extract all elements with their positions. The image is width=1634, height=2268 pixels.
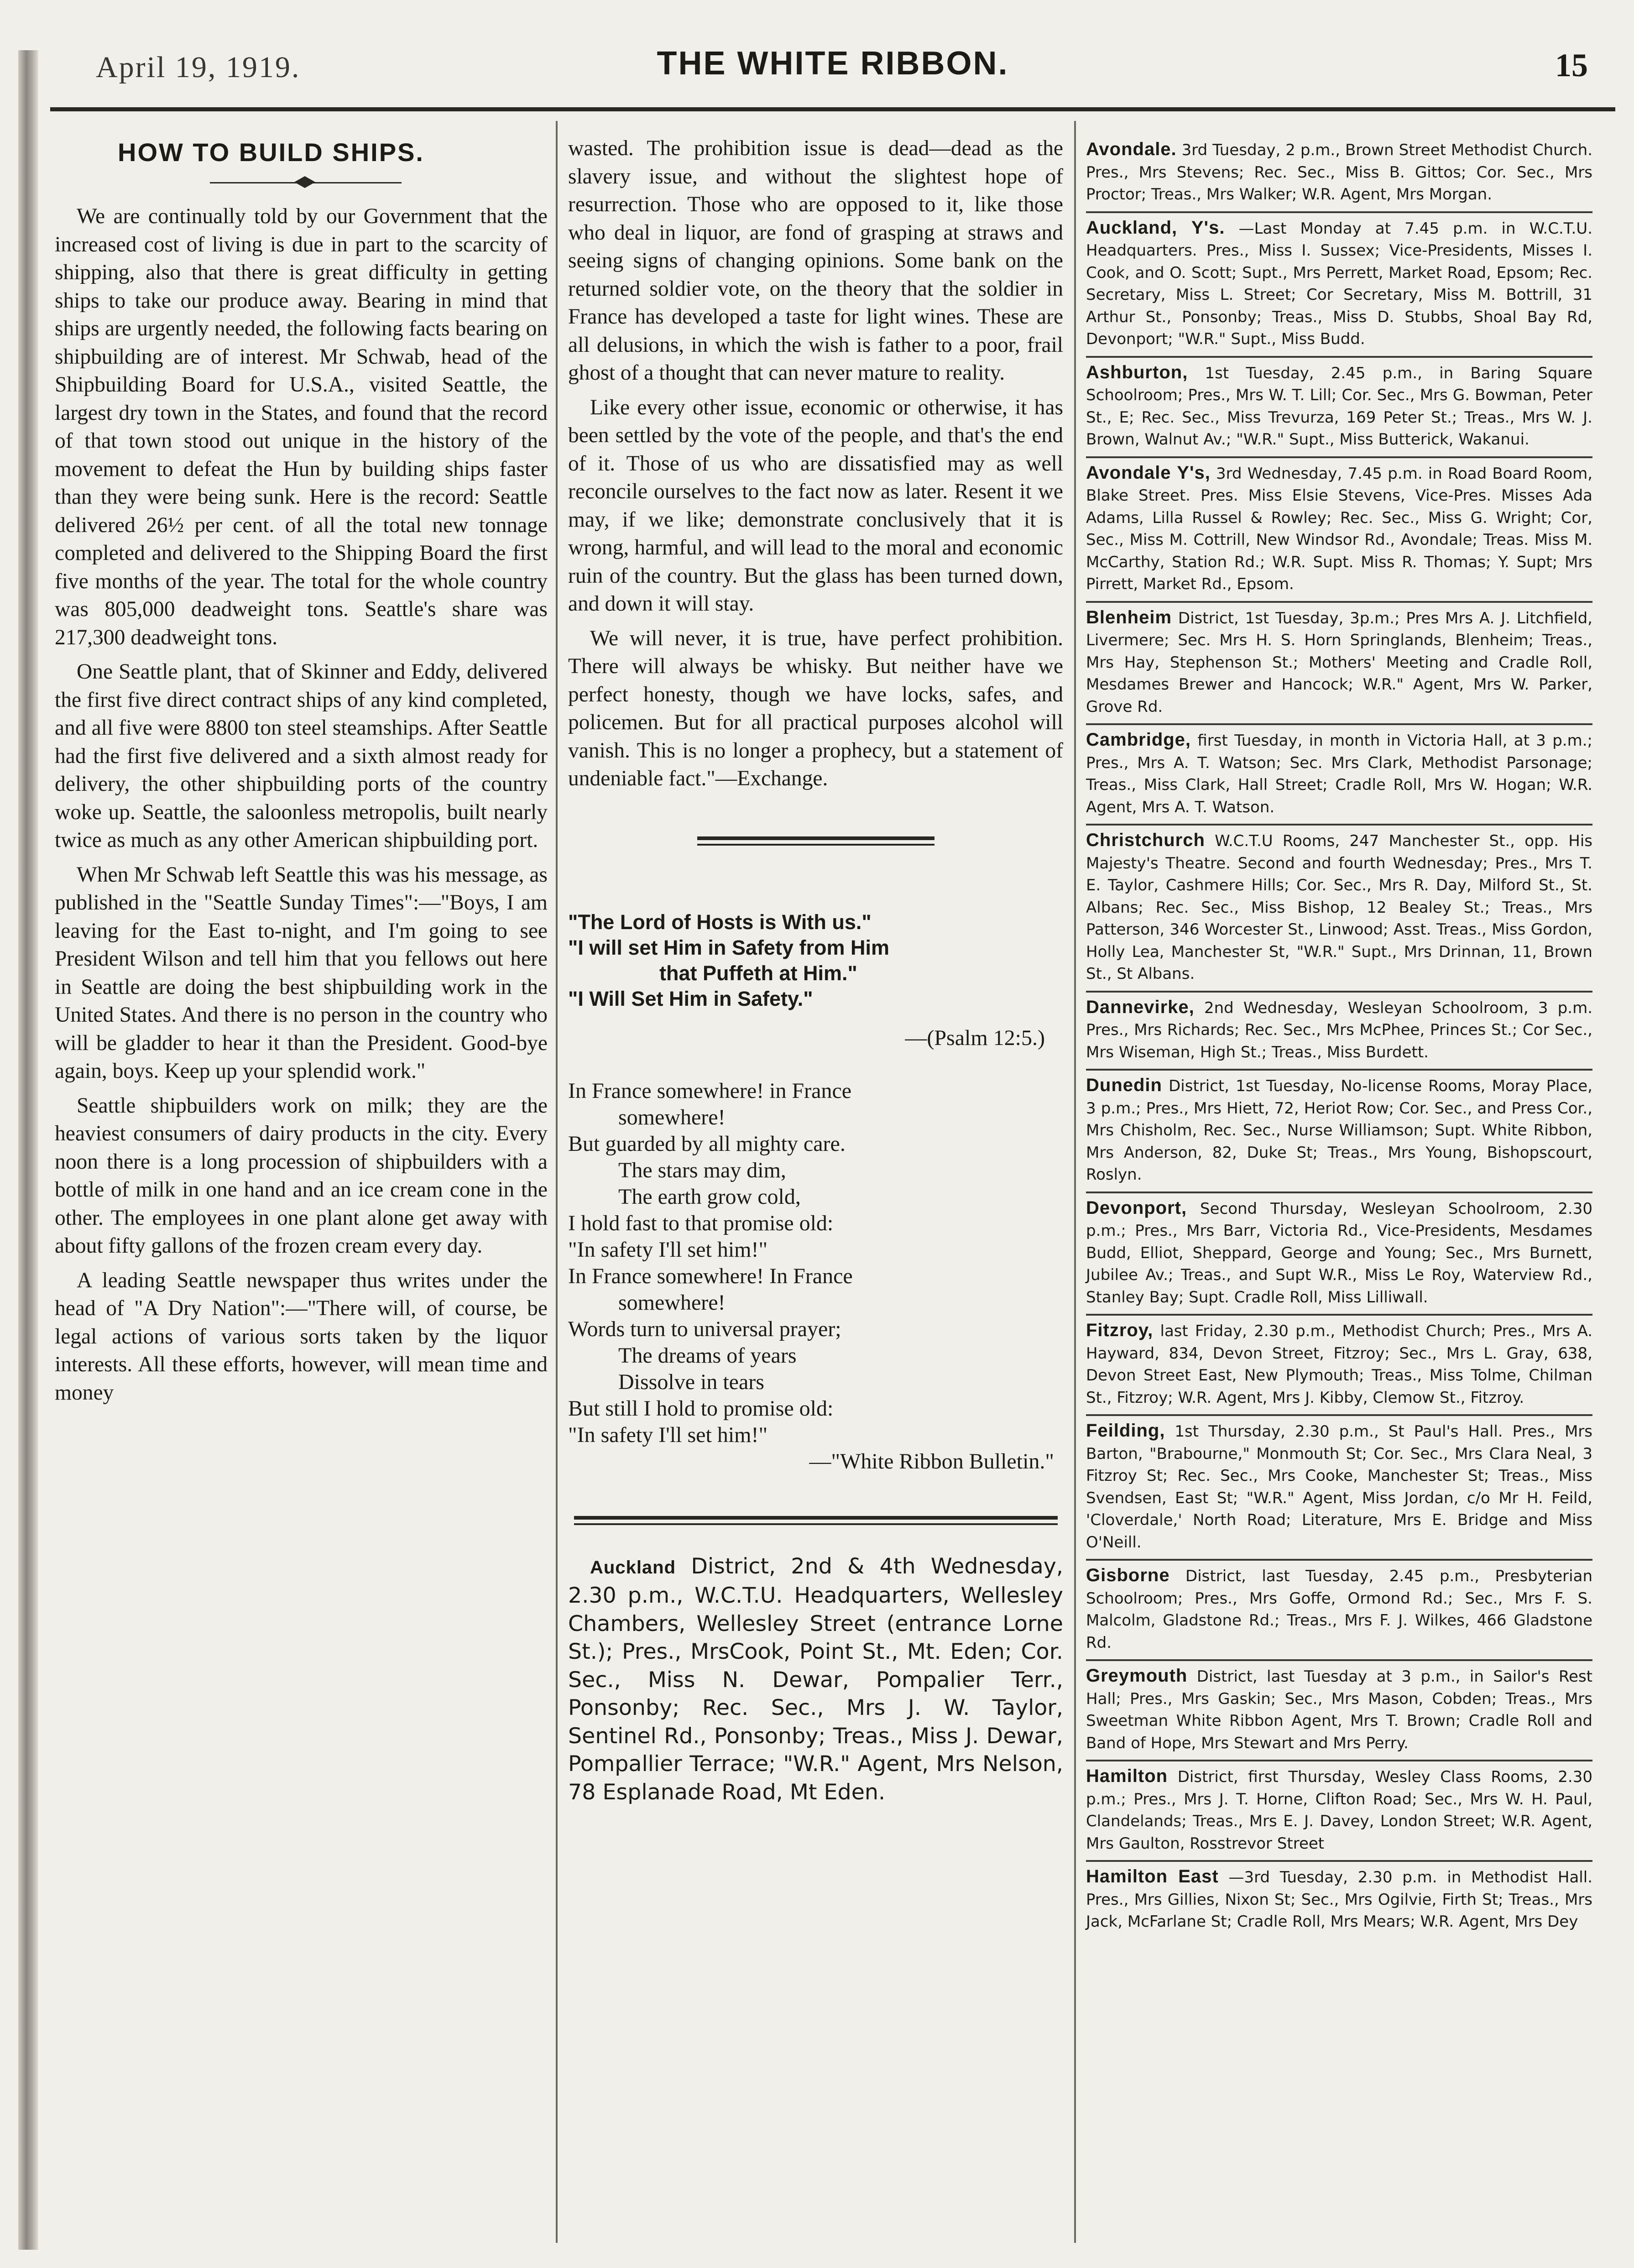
article-heading: HOW TO BUILD SHIPS. — [118, 138, 424, 167]
directory-entry — [1086, 603, 1592, 726]
directory-entry — [1086, 458, 1592, 603]
branch-name: Auckland — [590, 1557, 676, 1578]
article-paragraph: We will never, it is true, have perfect prohibition. There will always be whisky. But neither have we perfect honesty, though we have locks, safes, and policemen. But for all practical purposes alcohol will vanish. This is no longer a prophecy, but a statement of undeniable fact."—Exchange. — [568, 626, 1063, 790]
branch-name: Cambridge, — [1086, 730, 1191, 750]
poem-line: But guarded by all mighty care. — [568, 1131, 846, 1156]
directory-entry — [1086, 826, 1592, 993]
column-divider — [556, 121, 558, 2243]
branch-name: Greymouth — [1086, 1666, 1188, 1686]
directory-entry — [1086, 1193, 1592, 1316]
branch-details: District, last Tuesday, 2.45 p.m., Presbyterian Schoolroom; Pres., Mrs Goffe, Ormond Rd.; Sec., Mrs F. S. Malcolm, Gladstone Rd.; Treas., Mrs F. J. Wilkes, 466 Gladstone Rd. — [1086, 1567, 1592, 1652]
poem-line: In France somewhere! In France — [568, 1264, 853, 1288]
poem-line: But still I hold to promise old: — [568, 1396, 834, 1421]
page-number: 15 — [1555, 47, 1588, 84]
branch-name: Dunedin — [1086, 1075, 1162, 1095]
directory-entry — [1086, 1416, 1592, 1561]
poem-line: Dissolve in tears — [618, 1369, 764, 1394]
directory-entry — [1086, 1761, 1592, 1862]
poem-line: The stars may dim, — [618, 1158, 786, 1182]
directory-entry — [1086, 1316, 1592, 1416]
directory-entry — [1086, 725, 1592, 826]
branch-details: first Tuesday, in month in Victoria Hall, at 3 p.m.; Pres., Mrs A. T. Watson; Sec. Mrs Clark, Methodist Parsonage; Treas., Miss Clark, Hall Street; Cradle Roll, Mrs W. Hogan; W.R. Agent, Mrs A. T. Watson. — [1086, 732, 1592, 816]
branch-details: 3rd Tuesday, 2 p.m., Brown Street Methodist Church. Pres., Mrs Stevens; Rec. Sec., Miss B. Gittos; Cor. Sec., Mrs Proctor; Treas., Mrs Walker; W.R. Agent, Mrs Morgan. — [1086, 141, 1592, 204]
poem — [568, 1078, 1063, 1475]
branch-name: Christchurch — [1086, 830, 1205, 850]
branch-details: —3rd Tuesday, 2.30 p.m. in Methodist Hall. Pres., Mrs Gillies, Nixon St; Sec., Mrs Ogilvie, Firth St; Treas., Mrs Jack, McFarlane St; Cradle Roll, Mrs Mears; W.R. Agent, Mrs Dey — [1086, 1868, 1593, 1931]
directory-entry — [1086, 1862, 1592, 1939]
psalm-citation: —(Psalm 12:5.) — [905, 1025, 1045, 1050]
poem-line: In France somewhere! in France — [568, 1078, 852, 1103]
directory-entry — [1086, 358, 1592, 458]
verse-heading-line: "I Will Set Him in Safety." — [568, 987, 813, 1010]
branch-details: 2nd Wednesday, Wesleyan Schoolroom, 3 p.m. Pres., Mrs Richards; Rec. Sec., Mrs McPhee, Princes St.; Cor Sec., Mrs Wiseman, High St.; Treas., Miss Burdett. — [1086, 998, 1592, 1061]
branch-details: Second Thursday, Wesleyan Schoolroom, 2.30 p.m.; Pres., Mrs Barr, Victoria Rd., Vice-Presidents, Mesdames Budd, Elliot, Sheppard, George and Young; Sec., Mrs Burnett, Jubilee Av.; Treas., and Supt W.R., Miss Le Roy, Waterview Rd., Stanley Bay; Supt. Cradle Roll, Miss Lilliwall. — [1086, 1199, 1592, 1306]
directory-entry — [1086, 1071, 1592, 1193]
branch-details: 1st Thursday, 2.30 p.m., St Paul's Hall. Pres., Mrs Barton, "Brabourne," Monmouth St; Cor. Sec., Mrs Clara Neal, 3 Fitzroy St; Rec. Sec., Mrs Cooke, Manchester St; Treas., Miss Svendsen, East St; "W.R." Agent, Miss Jordan, c/o Mr H. Feild, 'Cloverdale,' North Road; Literature, Mrs E. Bridge and Miss O'Neill. — [1086, 1422, 1592, 1552]
article-paragraph: Like every other issue, economic or otherwise, it has been settled by the vote of the people, and that's the end of it. Those of us who are dissatisfied may as well reconcile ourselves to the fact now as later. Resent it we may, if we like; demonstrate conclusively that it is wrong, harmful, and will lead to the moral and economic ruin of the country. But the glass has been turned down, and down it will stay. — [568, 395, 1063, 616]
verse-heading-line: "I will set Him in Safety from Him — [568, 935, 889, 959]
branch-name: Gisborne — [1086, 1565, 1170, 1585]
header-rule — [50, 107, 1615, 111]
article-paragraph: One Seattle plant, that of Skinner and Eddy, delivered the first five direct contract ships of any kind completed, and all five were 8800 ton steel steamships. After Seattle had the first five delivered and a sixth almost ready for delivery, the other shipbuilding ports of the country woke up. Seattle, the saloonless metropolis, built nearly twice as much as any other American shipbuilding port. — [55, 660, 548, 852]
article-paragraph: Seattle shipbuilders work on milk; they are the heaviest consumers of dairy products in the city. Every noon there is a long procession of shipbuilders with a bottle of milk in one hand and an ice cream cone in the other. The employees in one plant alone get away with about fifty gallons of the frozen cream every day. — [55, 1093, 548, 1258]
binding-spine — [18, 50, 38, 2250]
branch-details: District, 1st Tuesday, No-license Rooms, Moray Place, 3 p.m.; Pres., Mrs Hiett, 72, Heriot Row; Cor. Sec., and Press Cor., Mrs Chisholm, Rec. Sec., Nurse Williamson; Supt. White Ribbon, Mrs Anderson, 82, Duke St; Treas., Mrs Young, Bishopscourt, Roslyn. — [1086, 1077, 1592, 1184]
branch-name: Hamilton East — [1086, 1866, 1219, 1887]
section-divider — [697, 836, 934, 846]
article-paragraph: When Mr Schwab left Seattle this was his message, as published in the "Seattle Sunday Times":—"Boys, I am leaving for the East to-night, and I'm going to see President Wilson and tell him that you fellows out here in Seattle are doing the best shipbuilding work in the United States. And there is no person in the country who will be gladder to hear it than the President. Good-bye again, boys. Keep up your splendid work." — [55, 862, 548, 1083]
column-divider — [1074, 121, 1076, 2243]
masthead-title: THE WHITE RIBBON. — [657, 45, 1009, 82]
article-paragraph: We are continually told by our Government that the increased cost of living is due in part to the scarcity of shipping, also that there is great difficulty in getting ships to take our produce away. Bearing in mind that ships are urgently needed, the following facts bearing on shipbuilding are of interest. Mr Schwab, head of the Shipbuilding Board for U.S.A., visited Seattle, the largest dry town in the States, and found that the record of that town stood out unique in the history of the movement to defeat the Hun by building ships faster than they were being sunk. Here is the record: Seattle delivered 26½ per cent. of all the total new tonnage completed and delivered to the Shipping Board the first five months of the year. The total for the whole country was 805,000 deadweight tons. Seattle's share was 217,300 deadweight tons. — [55, 204, 548, 649]
verse-heading-line: that Puffeth at Him." — [659, 961, 857, 985]
directory-entry — [1086, 1661, 1592, 1761]
branch-details: District, 2nd & 4th Wednesday, 2.30 p.m., W.C.T.U. Headquarters, Wellesley Chambers, Wellesley Street (entrance Lorne St.); Pres., MrsCook, Point St., Mt. Eden; Cor. Sec., Miss N. Dewar, Pompalier Terr., Ponsonby; Rec. Sec., Mrs J. W. Taylor, Sentinel Rd., Ponsonby; Treas., Miss J. Dewar, Pompallier Terrace; "W.R." Agent, Mrs Nelson, 78 Esplanade Road, Mt Eden. — [568, 1553, 1063, 1805]
poem-line: "In safety I'll set him!" — [568, 1422, 768, 1447]
section-divider — [574, 1516, 1058, 1525]
poem-line: The earth grow cold, — [618, 1184, 801, 1209]
branch-name: Auckland, Y's. — [1086, 217, 1225, 238]
poem-line: somewhere! — [618, 1290, 726, 1315]
branch-name: Avondale Y's, — [1086, 462, 1211, 483]
branch-name: Feilding, — [1086, 1421, 1165, 1441]
column-3-directory — [1086, 135, 1592, 1939]
directory-entry — [1086, 213, 1592, 358]
poem-line: somewhere! — [618, 1105, 726, 1129]
branch-details: W.C.T.U Rooms, 247 Manchester St., opp. His Majesty's Theatre. Second and fourth Wednesday; Pres., Mrs T. E. Taylor, Cashmere Hills; Cor. Sec., Mrs R. Day, Milford St., St. Albans; Rec. Sec., Miss Bishop, 12 Bealey St.; Treas., Mrs Patterson, 346 Worcester St., Linwood; Asst. Treas., Miss Gordon, Holly Lea, Manchester St, "W.R." Supt., Mrs Drinnan, 11, Brown St., St Albans. — [1086, 832, 1592, 983]
poem-line: The dreams of years — [618, 1343, 797, 1368]
column-1 — [55, 135, 548, 1413]
branch-details: 1st Tuesday, 2.45 p.m., in Baring Square Schoolroom; Pres., Mrs W. T. Lill; Cor. Sec., Mrs G. Bowman, Peter St., E; Rec. Sec., Miss Trevurza, 169 Peter St.; Treas., Mrs W. J. Brown, Walnut Av.; "W.R." Supt., Miss Butterick, Wakanui. — [1086, 364, 1592, 449]
branch-details: 3rd Wednesday, 7.45 p.m. in Road Board Room, Blake Street. Pres. Miss Elsie Stevens, Vice-Pres. Misses Ada Adams, Lilla Russel & Rowley; Rec. Sec., Miss G. Wright; Cor, Sec., Miss M. Cottrill, New Windsor Rd., Avondale; Treas. Miss M. McCarthy, Station Rd.; W.R. Supt. Miss R. Thomas; Y. Supt; Mrs Pirrett, Market Rd., Epsom. — [1086, 464, 1593, 593]
branch-name: Devonport, — [1086, 1197, 1187, 1218]
poem-source: —"White Ribbon Bulletin." — [809, 1449, 1054, 1474]
article-paragraph: A leading Seattle newspaper thus writes under the head of "A Dry Nation":—"There will, of course, be legal actions of various sorts taken by the liquor interests. All these efforts, however, will mean time and money — [55, 1268, 548, 1405]
branch-name: Hamilton — [1086, 1766, 1168, 1786]
branch-details: District, last Tuesday at 3 p.m., in Sailor's Rest Hall; Pres., Mrs Gaskin; Sec., Mrs Mason, Cobden; Treas., Mrs Sweetman White Ribbon Agent, Mrs T. Brown; Cradle Roll and Band of Hope, Mrs Stewart and Mrs Perry. — [1086, 1667, 1592, 1752]
verse-heading-line: "The Lord of Hosts is With us." — [568, 910, 872, 934]
branch-details: last Friday, 2.30 p.m., Methodist Church; Pres., Mrs A. Hayward, 834, Devon Street, Fitzroy; Sec., Mrs L. Gray, 638, Devon Street East, New Plymouth; Treas., Miss Tolme, Chilman St., Fitzroy; W.R. Agent, Mrs J. Kibby, Clemow St., Fitzroy. — [1086, 1322, 1592, 1407]
poem-line: Words turn to universal prayer; — [568, 1317, 841, 1341]
branch-name: Avondale. — [1086, 139, 1177, 159]
article-paragraph-continued: wasted. The prohibition issue is dead—dead as the slavery issue, and without the slightest hope of resurrection. Those who are opposed to it, like those who deal in liquor, are fond of grasping at straws and seeing signs of changing opinions. Some bank on the returned soldier vote, on the theory that the soldier in France has developed a taste for light wines. These are all delusions, in which the wish is father to a poor, frail ghost of a thought that can never mature to reality. — [568, 136, 1063, 385]
poem-line: I hold fast to that promise old: — [568, 1211, 834, 1235]
column-2 — [568, 135, 1063, 1813]
poem-line: "In safety I'll set him!" — [568, 1237, 768, 1262]
directory-entry-auckland — [568, 1552, 1063, 1807]
branch-details: —Last Monday at 7.45 p.m. in W.C.T.U. Headquarters. Pres., Miss I. Sussex; Vice-Presidents, Misses I. Cook, and O. Scott; Supt., Mrs Perrett, Market Road, Epsom; Rec. Secretary, Miss L. Street; Cor Secretary, Miss M. Bottrill, 31 Arthur St., Ponsonby; Treas., Miss D. Stubbs, Shoal Bay Rd, Devonport; "W.R." Supt., Miss Budd. — [1086, 219, 1593, 348]
page-header — [50, 18, 1615, 110]
branch-name: Blenheim — [1086, 607, 1172, 627]
verse-heading — [568, 909, 1063, 1012]
branch-name: Dannevirke, — [1086, 997, 1195, 1017]
branch-name: Fitzroy, — [1086, 1320, 1154, 1340]
branch-details: District, first Thursday, Wesley Class Rooms, 2.30 p.m.; Pres., Mrs J. T. Horne, Clifton Road; Sec., Mrs W. H. Paul, Clandelands; Treas., Mrs E. J. Davey, London Street; W.R. Agent, Mrs Gaulton, Rosstrevor Street — [1086, 1768, 1592, 1853]
issue-date: April 19, 1919. — [96, 51, 301, 84]
directory-entry — [1086, 993, 1592, 1071]
branch-name: Ashburton, — [1086, 362, 1188, 382]
newspaper-page — [50, 18, 1615, 2250]
directory-entry — [1086, 1561, 1592, 1661]
branch-details: District, 1st Tuesday, 3p.m.; Pres Mrs A. J. Litchfield, Livermere; Sec. Mrs H. S. Horn Springlands, Blenheim; Treas., Mrs Hay, Stephenson St.; Mothers' Meeting and Cradle Roll, Mesdames Brewer and Hancock; W.R." Agent, Mrs W. Parker, Grove Rd. — [1086, 609, 1592, 716]
directory-entry — [1086, 135, 1592, 213]
ornament-divider — [210, 181, 402, 184]
